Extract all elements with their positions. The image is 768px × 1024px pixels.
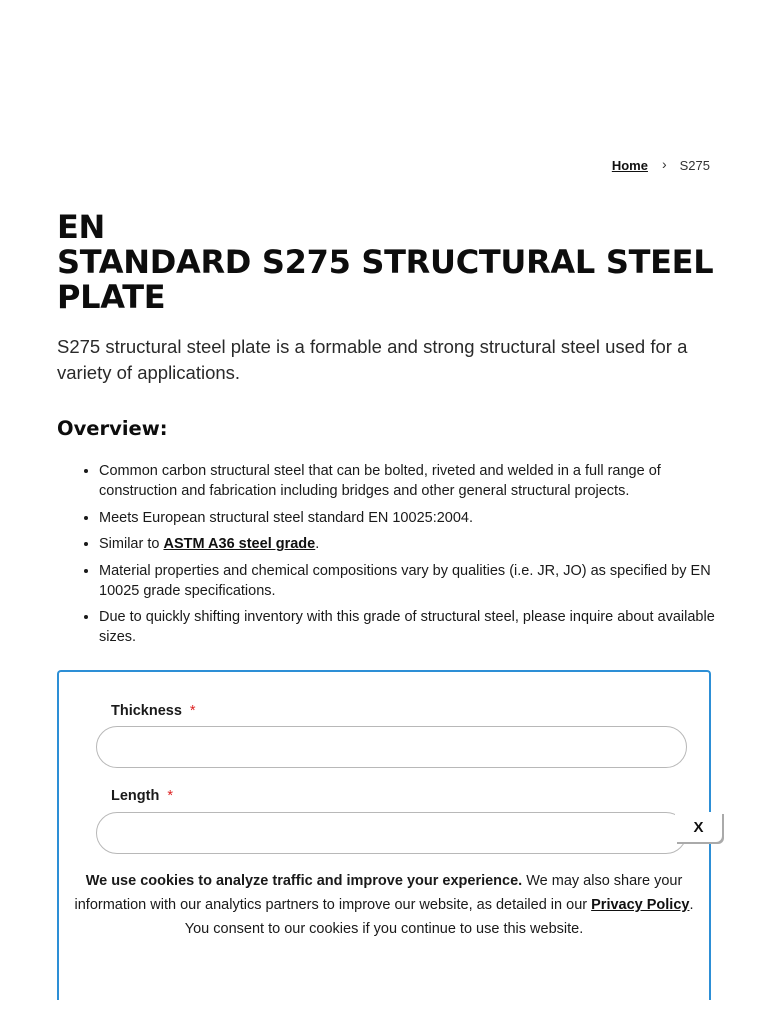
length-label-text: Length xyxy=(111,788,160,804)
required-marker: * xyxy=(167,788,173,804)
breadcrumb xyxy=(612,157,710,173)
astm-a36-link[interactable]: ASTM A36 steel grade xyxy=(163,536,316,552)
page-title-line-2: STANDARD S275 STRUCTURAL STEEL xyxy=(57,243,714,281)
list-item-text: Similar to xyxy=(99,536,164,552)
page-title-line-1: EN xyxy=(57,208,106,246)
cookie-bold-text: We use cookies to analyze traffic and improve your experience. xyxy=(85,873,523,889)
thickness-input[interactable] xyxy=(96,726,687,768)
breadcrumb-home-link[interactable]: Home xyxy=(611,157,648,173)
length-input[interactable] xyxy=(96,812,687,854)
cookie-close-button[interactable]: X xyxy=(675,812,722,842)
length-label xyxy=(111,788,173,804)
overview-list xyxy=(99,461,724,654)
overview-heading: Overview: xyxy=(57,417,168,440)
list-item xyxy=(99,534,724,554)
breadcrumb-current: S275 xyxy=(679,157,710,173)
page-title-line-3: PLATE xyxy=(57,278,166,316)
list-item: • Common carbon structural steel that can be bolted, riveted and welded in a full range of construction and fabrication including bridges and other general structural projects. xyxy=(99,461,724,501)
list-item: • Due to quickly shifting inventory with this grade of structural steel, please inquire about available sizes. xyxy=(99,607,724,647)
privacy-policy-link[interactable]: Privacy Policy xyxy=(591,897,690,913)
quote-form xyxy=(57,670,711,1000)
cookie-text: We may also share your information with our analytics partners to improve our website, as detailed in our xyxy=(74,873,683,913)
thickness-label-text: Thickness xyxy=(111,703,182,719)
thickness-label xyxy=(111,703,196,719)
list-item: • Meets European structural steel standard EN 10025:2004. xyxy=(99,508,724,528)
required-marker: * xyxy=(189,703,196,719)
list-item-text: . xyxy=(315,536,320,552)
intro-paragraph: S275 structural steel plate is a formable and strong structural steel used for a variety of applications. xyxy=(57,336,688,383)
list-item: • Material properties and chemical compositions vary by qualities (i.e. JR, JO) as specified by EN 10025 grade specifications. xyxy=(99,561,724,601)
page-title xyxy=(57,210,757,315)
cookie-banner xyxy=(70,869,698,941)
cookie-text-end: . You consent to our cookies if you continue to use this website. xyxy=(184,897,694,937)
chevron-right-icon: › xyxy=(661,156,667,172)
